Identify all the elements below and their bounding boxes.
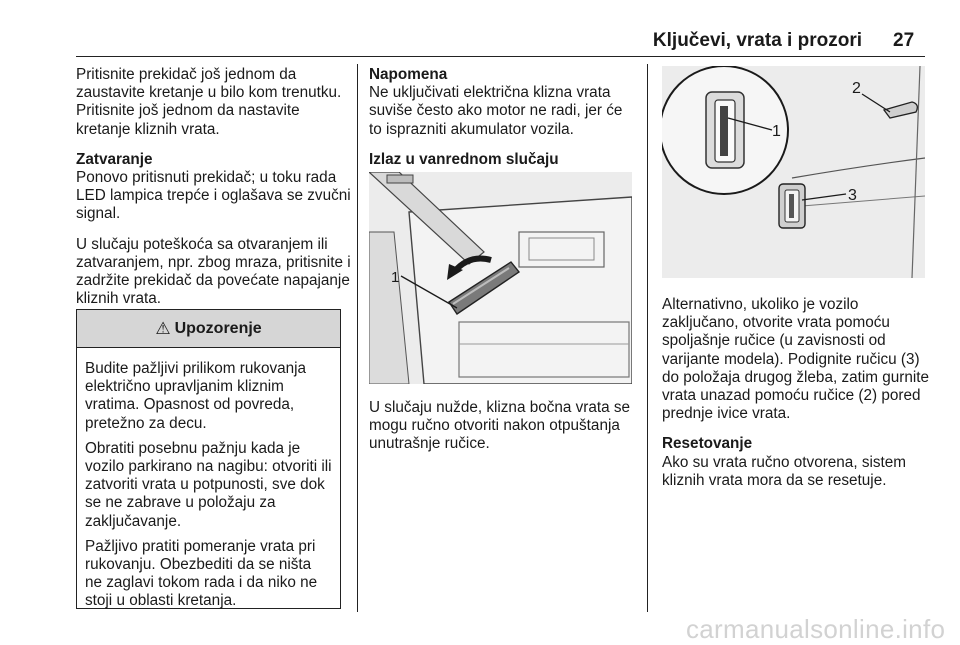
column-divider-1 [357,64,358,612]
note-text: Ne uključivati električna klizna vrata suviše često ako motor ne radi, jer će to isprazniti akumulator vozila. [369,84,623,138]
warning-title: Upozorenje [174,319,262,337]
warning-body [77,348,340,611]
emergency-exit-heading: Izlaz u vanrednom slučaju [369,150,559,168]
figure2-callout-2: 2 [852,80,861,97]
reset-text: Ako su vrata ručno otvorena, sistem kliznih vrata mora da se resetuje. [662,453,907,489]
warning-paragraph-3: Pažljivo pratiti pomeranje vrata pri rukovanju. Obezbediti da se ništa ne zaglavi tokom rada i da niko ne stoji u oblasti kretanja. [85,537,318,610]
column-2-lower [369,399,634,466]
figure2-callout-1: 1 [772,123,781,140]
closing-heading: Zatvaranje [76,150,153,168]
column-1 [76,66,352,320]
page-number: 27 [893,30,915,51]
column-2 [369,66,634,169]
paragraph-stop-motion: Pritisnite prekidač još jednom da zaustavite kretanje u bilo kom trenutku. Pritisnite još jednom da nastavite kretanje kliznih vrata. [76,66,342,138]
reset-heading: Resetovanje [662,435,753,453]
figure-interior-release-handle [369,172,632,384]
column-divider-2 [647,64,648,612]
paragraph-difficulty: U slučaju poteškoća sa otvaranjem ili zatvaranjem, npr. zbog mraza, pritisnite i zadržite prekidač da povećate napajanje kliznih vrata. [76,235,351,308]
page-header-title: Ključevi, vrata i prozori [652,30,862,51]
warning-header [77,310,340,348]
column-3 [662,296,932,502]
warning-box [76,309,341,609]
warning-triangle-icon: ⚠ [155,318,171,338]
paragraph-alternative-opening: Alternativno, ukoliko je vozilo zaključano, otvorite vrata pomoću spoljašnje ručice (u zavisnosti od varijante modela). Podignite ručicu (3) do položaja drugog žleba, zatim gurnite vrata unazad pomoću ručice (2) pored prednje ivice vrata. [662,296,930,423]
figure1-callout-1: 1 [391,269,400,286]
warning-paragraph-1: Budite pažljivi prilikom rukovanja električno upravljanim kliznim vratima. Opasnost od povreda, pretežno za decu. [85,360,307,432]
figure2-callout-3: 3 [848,187,857,204]
watermark: carmanualsonline.info [686,614,946,644]
figure-exterior-handles [662,66,925,278]
paragraph-closing: Ponovo pritisnuti prekidač; u toku rada LED lampica trepće i oglašava se zvučni signal. [76,169,351,223]
warning-paragraph-2: Obratiti posebnu pažnju kada je vozilo parkirano na nagibu: otvoriti ili zatvoriti vrata u potpunosti, sve dok se ne zabrave u položaju za zaključavanje. [85,439,332,530]
note-heading: Napomena [369,66,448,83]
emergency-text: U slučaju nužde, klizna bočna vrata se mogu ručno otvoriti nakon otpuštanja unutrašnje ručice. [369,399,631,453]
header-rule [76,56,925,57]
